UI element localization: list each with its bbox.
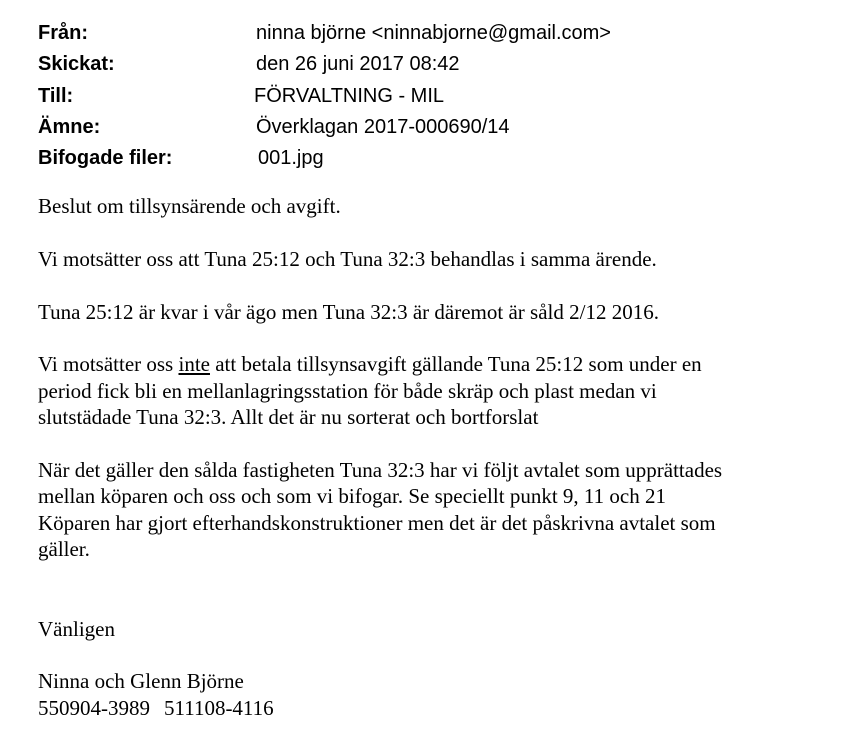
to-row	[38, 81, 611, 112]
email-header	[38, 18, 611, 174]
sent-row	[38, 49, 611, 80]
attachments-row	[38, 143, 611, 174]
p5-line2: mellan köparen och oss och som vi bifogar. Se speciellt punkt 9, 11 och 21	[38, 484, 666, 509]
p4-underlined-word: inte	[178, 352, 210, 377]
attachment-filename: 001.jpg	[258, 147, 324, 170]
closing: Vänligen	[38, 616, 115, 641]
subject-value: Överklagan 2017-000690/14	[256, 115, 510, 138]
p5-line3: Köparen har gjort efterhandskonstruktioner men det är det påskrivna avtalet som	[38, 510, 716, 535]
sent-value: den 26 juni 2017 08:42	[256, 53, 460, 76]
to-label: Till:	[38, 84, 74, 107]
subject-label: Ämne:	[38, 115, 101, 138]
p4-line1-pre: Vi motsätter oss	[38, 352, 179, 377]
signature-id-2: 511108-4116	[164, 695, 274, 720]
p5-line4: gäller.	[38, 537, 90, 562]
sent-label: Skickat:	[38, 53, 115, 76]
signature-names: Ninna och Glenn Björne	[38, 669, 244, 694]
signature-id-1: 550904-3989	[38, 695, 150, 720]
signature	[38, 668, 828, 721]
to-value: FÖRVALTNING - MIL	[254, 84, 445, 107]
body-paragraph-3: Tuna 25:12 är kvar i vår ägo men Tuna 32:3 är däremot är såld 2/12 2016.	[38, 299, 659, 324]
body-paragraph-4	[38, 351, 828, 430]
body-paragraph-1: Beslut om tillsynsärende och avgift.	[38, 194, 341, 218]
email-body	[38, 193, 828, 721]
subject-row	[38, 112, 611, 143]
attachments-label: Bifogade filer:	[38, 147, 173, 170]
body-paragraph-5	[38, 457, 828, 563]
p5-line1: När det gäller den sålda fastigheten Tuna 32:3 har vi följt avtalet som upprättades	[38, 458, 723, 482]
from-value: ninna björne <ninnabjorne@gmail.com>	[256, 22, 611, 44]
p4-line3: slutstädade Tuna 32:3. Allt det är nu sorterat och bortforslat	[38, 405, 539, 430]
p4-line2: period fick bli en mellanlagringsstation för både skräp och plast medan vi	[38, 378, 657, 403]
from-row	[38, 18, 611, 49]
from-label: Från:	[38, 22, 88, 44]
body-paragraph-2: Vi motsätter oss att Tuna 25:12 och Tuna 32:3 behandlas i samma ärende.	[38, 246, 657, 271]
p4-line1-post: att betala tillsynsavgift gällande Tuna 25:12 som under en	[209, 352, 702, 377]
